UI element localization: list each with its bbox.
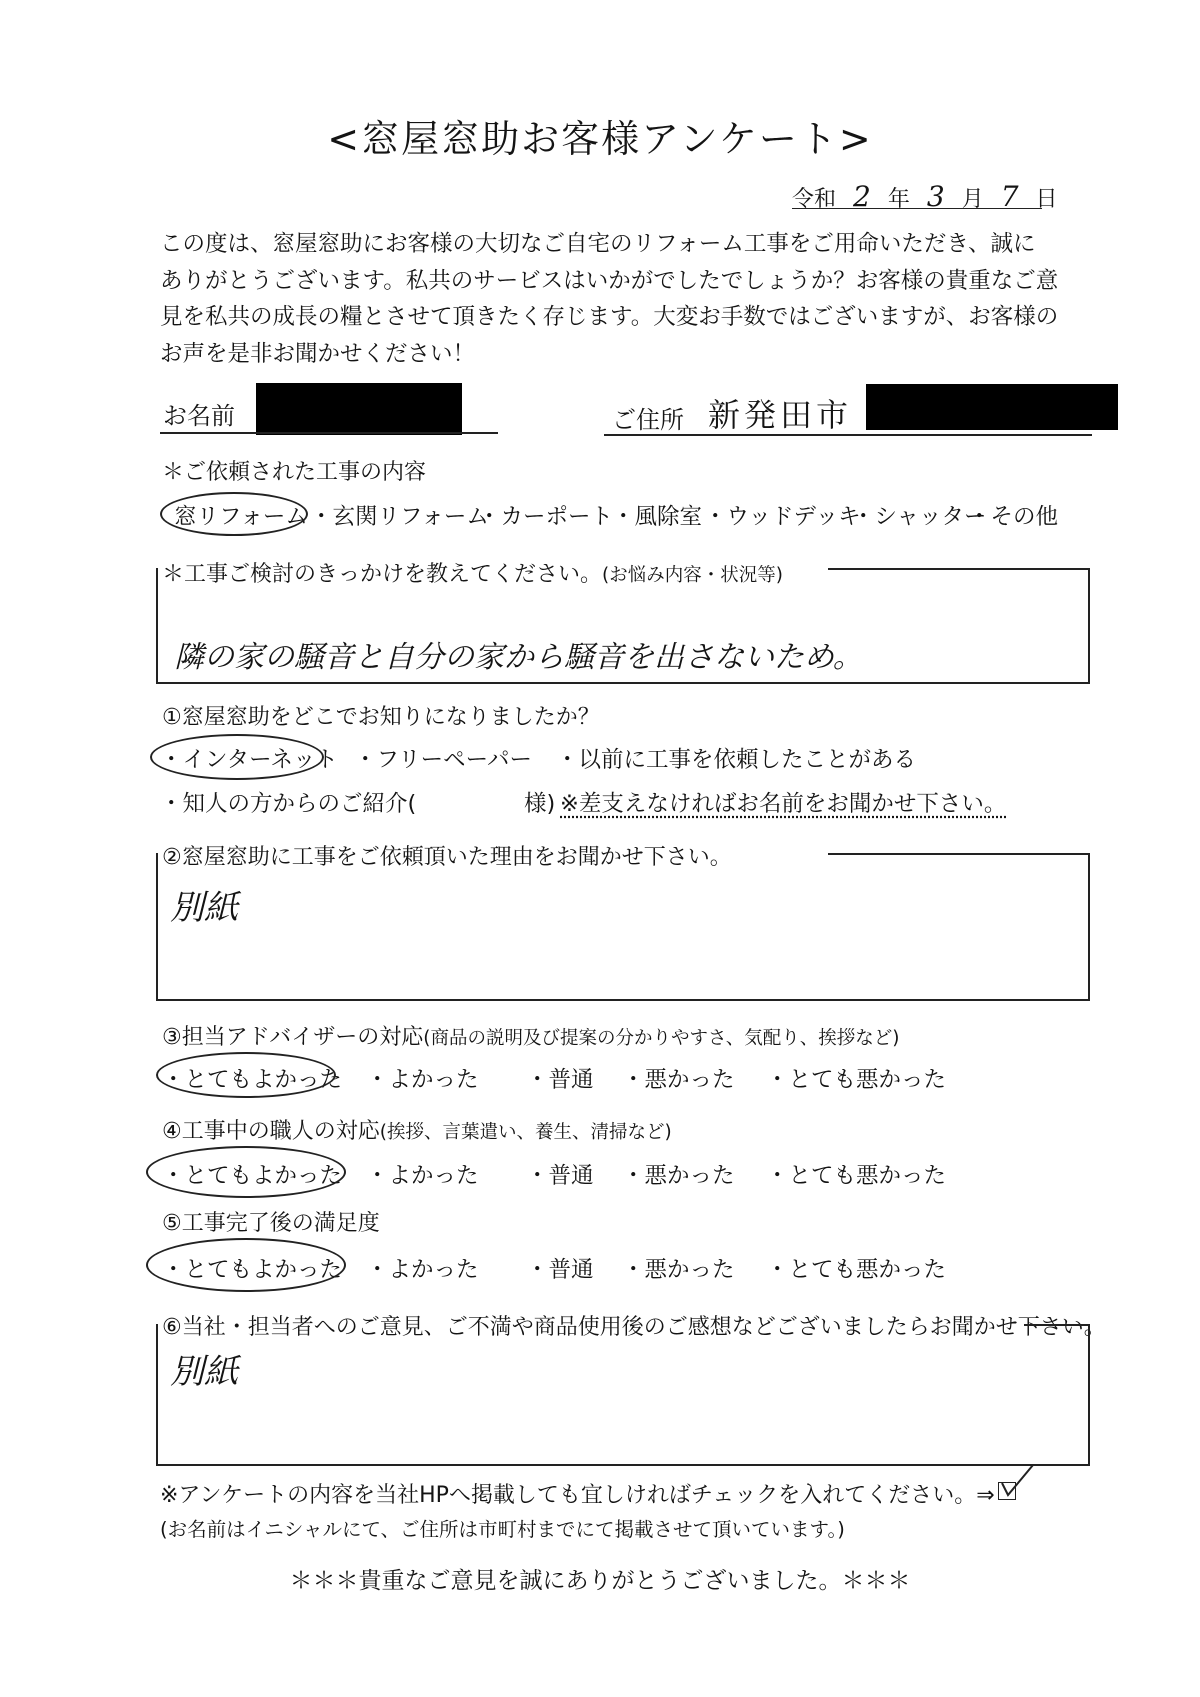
survey-title: <窓屋窓助お客様アンケート> [327, 117, 873, 161]
q6-text: ⑥当社・担当者へのご意見、ご不満や商品使用後のご感想などございましたらお聞かせ下さい。 [162, 1315, 1106, 1340]
q1-option-referral: ・知人の方からのご紹介( [160, 791, 417, 817]
intro-line: ありがとうございます。私共のサービスはいかがでしたでしょうか？お客様の貴重なご意 [160, 267, 1059, 294]
q5-option-very-bad: ・とても悪かった [766, 1257, 947, 1283]
q1-note: ※差支えなければお名前をお聞かせ下さい。 [560, 791, 1007, 817]
q4-option-very-good: ・とてもよかった [162, 1163, 343, 1189]
q4-text [162, 1114, 672, 1145]
name-label: お名前 [163, 402, 235, 430]
work-heading: ＊ご依頼された工事の内容 [162, 460, 427, 485]
selection-circle [146, 1238, 346, 1292]
reason-answer: 隣の家の騒音と自分の家から騒音を出さないため。 [174, 640, 863, 675]
intro-line: 見を私共の成長の糧とさせて頂きたく存じます。大変お手数ではございますが、お客様の [160, 304, 1059, 330]
reason-heading-text: ＊工事ご検討のきっかけを教えてください。 [162, 562, 603, 587]
q4-option-good: ・よかった [366, 1163, 479, 1189]
q2-text: ②窓屋窓助に工事をご依頼頂いた理由をお聞かせ下さい。 [162, 845, 732, 870]
date-underline [792, 208, 1042, 209]
q5-text: ⑤工事完了後の満足度 [162, 1211, 380, 1236]
q2-box [156, 853, 1090, 1001]
q2-answer: 別紙 [170, 888, 238, 928]
reason-heading-note: (お悩み内容・状況等) [602, 565, 783, 586]
closing-message: ＊＊＊貴重なご意見を誠にありがとうございました。＊＊＊ [289, 1568, 911, 1594]
selection-circle [160, 492, 308, 536]
work-option-entrance: ・玄関リフォーム [310, 504, 489, 530]
work-option-other: ・その他 [968, 504, 1059, 530]
q3-note: (商品の説明及び提案の分かりやすさ、気配り、挨拶など) [423, 1028, 900, 1049]
intro-line: この度は、窓屋窓助にお客様の大切なご自宅のリフォーム工事をご用命いただき、誠に [160, 231, 1036, 257]
q5-option-very-good: ・とてもよかった [162, 1257, 343, 1283]
address-label: ご住所 [612, 406, 684, 434]
q6-answer: 別紙 [170, 1352, 238, 1392]
consent-note: (お名前はイニシャルにて、ご住所は市町村までにて掲載させて頂いています。) [160, 1518, 845, 1541]
q1-text: ①窓屋窓助をどこでお知りになりましたか？ [162, 705, 600, 730]
selection-circle [156, 1052, 336, 1098]
q5-option-good: ・よかった [366, 1257, 479, 1283]
date-year-label: 年 [887, 187, 910, 212]
q3-option-very-good: ・とてもよかった [162, 1067, 343, 1093]
name-redaction [256, 383, 462, 435]
q5-option-bad: ・悪かった [622, 1257, 735, 1283]
work-option-carport: ・カーポート [478, 504, 614, 530]
selection-circle [150, 734, 324, 780]
q3-option-bad: ・悪かった [622, 1067, 735, 1093]
address-redaction [866, 384, 1118, 430]
address-value: 新発田市 [708, 396, 853, 434]
intro-paragraph [160, 226, 1058, 372]
q4-option-bad: ・悪かった [622, 1163, 735, 1189]
q4-title: ④工事中の職人の対応 [162, 1119, 380, 1144]
consent-checkbox[interactable] [998, 1482, 1016, 1500]
q3-option-normal: ・普通 [526, 1067, 594, 1093]
date-day-label: 日 [1035, 187, 1058, 212]
checkmark-icon [999, 1461, 1039, 1501]
date-day: 7 [1000, 180, 1019, 213]
work-option-deck: ・ウッドデッキ [704, 504, 861, 530]
date-month-label: 月 [961, 187, 984, 212]
work-option-window: 窓リフォーム [174, 504, 308, 530]
q3-text [162, 1020, 900, 1051]
date-field [792, 180, 1058, 213]
date-month: 3 [926, 180, 945, 213]
q3-option-good: ・よかった [366, 1067, 479, 1093]
selection-circle [146, 1146, 346, 1198]
q3-option-very-bad: ・とても悪かった [766, 1067, 947, 1093]
name-underline [160, 432, 498, 434]
q1-option-freepaper: ・フリーペーパー [354, 747, 532, 773]
work-option-windbreak: ・風除室 [612, 504, 703, 530]
date-era: 令和 [792, 187, 837, 212]
address-underline [604, 434, 1092, 436]
q4-option-normal: ・普通 [526, 1163, 594, 1189]
q1-option-internet: ・インターネット [160, 747, 338, 773]
q1-sama: 様) [524, 791, 556, 817]
q6-box [156, 1324, 1090, 1466]
intro-line: お声を是非お聞かせください！ [160, 340, 476, 367]
date-year: 2 [853, 180, 871, 213]
q4-note: (挨拶、言葉遣い、養生、清掃など) [379, 1122, 672, 1143]
work-option-shutter: ・シャッター [852, 504, 987, 530]
q5-option-normal: ・普通 [526, 1257, 594, 1283]
q3-title: ③担当アドバイザーの対応 [162, 1025, 424, 1050]
q1-option-previous: ・以前に工事を依頼したことがある [556, 747, 917, 773]
q4-option-very-bad: ・とても悪かった [766, 1163, 947, 1189]
consent-text: ※アンケートの内容を当社HPへ掲載しても宜しければチェックを入れてください。⇒ [160, 1483, 995, 1508]
